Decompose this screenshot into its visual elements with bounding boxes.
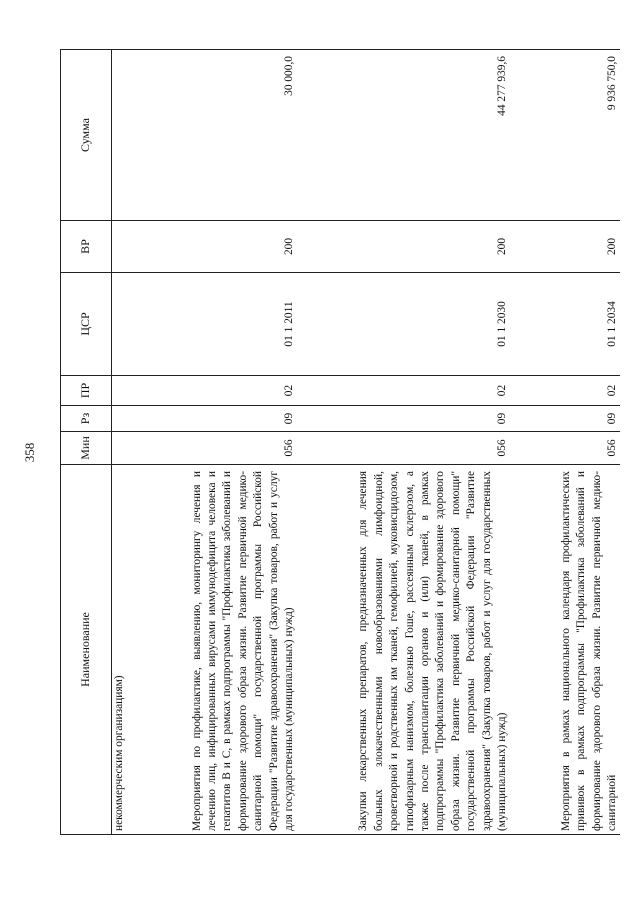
row-min: 056 bbox=[510, 432, 620, 465]
header-min: Мин bbox=[61, 432, 112, 465]
row-pr: 02 bbox=[127, 376, 297, 406]
row-pr: 02 bbox=[510, 376, 620, 406]
row-name: Мероприятия по профилактике, выявлению, мониторингу лечения и лечению лиц, инфицированных вирусами иммунодефицита человека и гепатитов В и С, в рамках подпрограммы "Профилактика заболеваний и формирование здорового образа жизни. Развитие первичной медико-санитарной помощи" государственной программы Российской Федерации "Развитие здравоохранения" (Закупка товаров, работ и услуг для государственных (муниципальных) нужд) bbox=[127, 465, 297, 835]
row-min: 056 bbox=[127, 432, 297, 465]
header-rz: Рз bbox=[61, 406, 112, 432]
header-name: Наименование bbox=[61, 465, 112, 835]
row-min: 056 bbox=[297, 432, 510, 465]
row-vr: 200 bbox=[510, 221, 620, 273]
header-sum: Сумма bbox=[61, 50, 112, 221]
table-row bbox=[297, 50, 510, 835]
row-sum: 44 277 939,6 bbox=[297, 50, 510, 221]
row-rz: 09 bbox=[510, 406, 620, 432]
row-csr: 01 1 2034 bbox=[510, 273, 620, 376]
row-sum: 30 000,0 bbox=[127, 50, 297, 221]
table-row bbox=[127, 50, 297, 835]
header-pr: ПР bbox=[61, 376, 112, 406]
row-pr: 02 bbox=[297, 376, 510, 406]
header-vr: ВР bbox=[61, 221, 112, 273]
continuation-text: некоммерческим организациям) bbox=[112, 465, 128, 835]
row-rz: 09 bbox=[127, 406, 297, 432]
row-name: Мероприятия в рамках национального календаря профилактических прививок в рамках подпрограммы "Профилактика заболеваний и формирование здорового образа жизни. Развитие первичной медико-санитарной bbox=[510, 465, 620, 835]
page-number: 358 bbox=[22, 442, 37, 463]
budget-table bbox=[60, 49, 620, 835]
row-rz: 09 bbox=[297, 406, 510, 432]
header-csr: ЦСР bbox=[61, 273, 112, 376]
row-name: Закупки лекарственных препаратов, предназначенных для лечения больных злокачественными новообразованиями лимфоидной, кроветворной и родственных им тканей, гемофилией, муковисцидозом, гипофизарным нанизмом, болезнью Гоше, рассеянным склерозом, а также после трансплантации органов и (или) тканей, в рамках подпрограммы "Профилактика заболеваний и формирование здорового образа жизни. Развитие первичной медико-санитарной помощи" государственной программы Российской Федерации "Развитие здравоохранения" (Закупка товаров, работ и услуг для государственных (муниципальных) нужд) bbox=[297, 465, 510, 835]
continuation-row bbox=[112, 50, 128, 835]
row-csr: 01 1 2011 bbox=[127, 273, 297, 376]
row-vr: 200 bbox=[127, 221, 297, 273]
header-row bbox=[61, 50, 112, 835]
table-row bbox=[510, 50, 620, 835]
row-sum: 9 936 750,0 bbox=[510, 50, 620, 221]
row-vr: 200 bbox=[297, 221, 510, 273]
row-csr: 01 1 2030 bbox=[297, 273, 510, 376]
